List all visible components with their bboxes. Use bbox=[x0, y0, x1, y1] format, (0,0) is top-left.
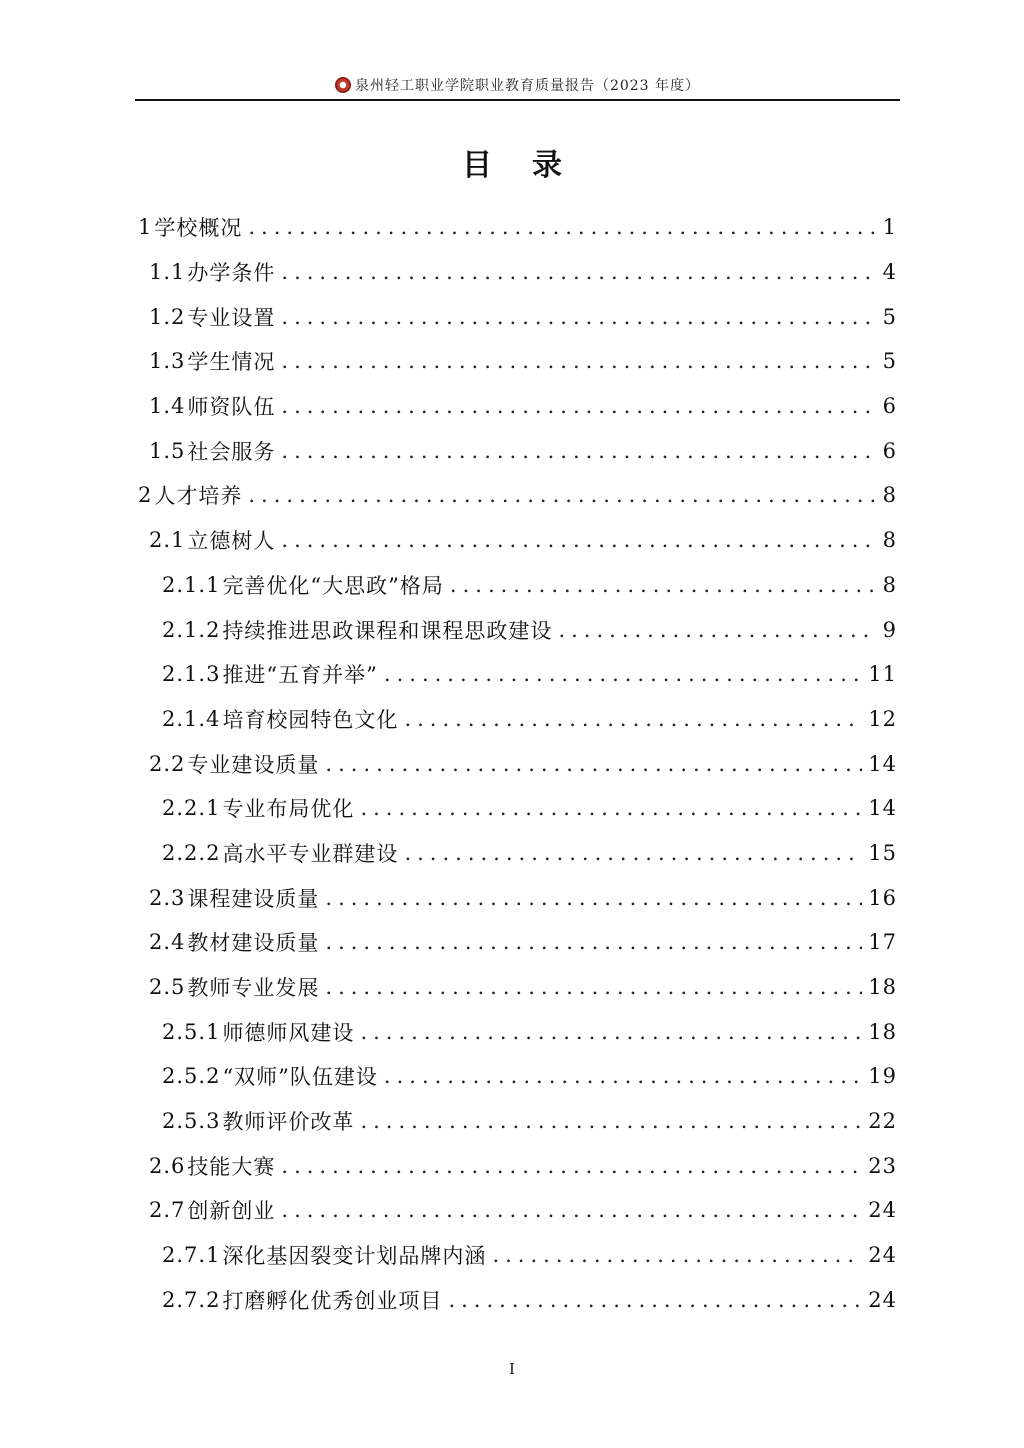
toc-entry-number: 2.2.2 bbox=[162, 840, 221, 865]
dot-leader bbox=[248, 483, 876, 507]
toc-entry-number: 2.6 bbox=[149, 1153, 186, 1178]
toc-entry-page: 23 bbox=[868, 1153, 897, 1178]
toc-entry-page: 6 bbox=[882, 438, 897, 463]
toc-entry-number: 2.7.2 bbox=[162, 1287, 221, 1312]
toc-entry-number: 2.5.1 bbox=[162, 1019, 221, 1044]
dot-leader bbox=[448, 1288, 862, 1312]
toc-entry-page: 8 bbox=[882, 483, 897, 508]
toc-entry-page: 11 bbox=[868, 662, 897, 687]
dot-leader bbox=[248, 215, 876, 239]
toc-entry-page: 14 bbox=[868, 796, 897, 821]
dot-leader bbox=[281, 1154, 862, 1178]
dot-leader bbox=[384, 1064, 862, 1088]
table-of-contents bbox=[135, 205, 897, 1322]
toc-entry[interactable] bbox=[135, 1278, 897, 1323]
toc-entry-number: 1.3 bbox=[149, 349, 186, 374]
toc-entry[interactable] bbox=[135, 920, 897, 965]
toc-entry[interactable] bbox=[135, 1054, 897, 1099]
toc-entry-page: 17 bbox=[868, 930, 897, 955]
dot-leader bbox=[281, 1198, 862, 1222]
toc-entry-page: 24 bbox=[868, 1287, 897, 1312]
toc-entry-page: 8 bbox=[882, 528, 897, 553]
toc-entry-page: 15 bbox=[868, 840, 897, 865]
toc-entry[interactable] bbox=[135, 1143, 897, 1188]
dot-leader bbox=[281, 439, 876, 463]
toc-entry-page: 5 bbox=[882, 304, 897, 329]
toc-entry-title: 师资队伍 bbox=[187, 395, 276, 420]
toc-entry[interactable] bbox=[135, 965, 897, 1010]
toc-entry-title: 社会服务 bbox=[187, 439, 276, 464]
toc-entry-title: 人才培养 bbox=[154, 484, 243, 509]
toc-entry-title: 教师评价改革 bbox=[222, 1110, 355, 1135]
dot-leader bbox=[404, 707, 862, 731]
toc-entry-page: 6 bbox=[882, 394, 897, 419]
toc-entry-page: 1 bbox=[882, 215, 897, 240]
toc-entry[interactable] bbox=[135, 250, 897, 295]
toc-entry-page: 8 bbox=[882, 572, 897, 597]
toc-entry[interactable] bbox=[135, 473, 897, 518]
toc-entry-page: 16 bbox=[868, 885, 897, 910]
dot-leader bbox=[281, 260, 876, 284]
toc-entry-number: 2 bbox=[138, 483, 153, 508]
page-title: 目录 bbox=[462, 148, 602, 183]
toc-entry-title: 创新创业 bbox=[187, 1199, 276, 1224]
toc-entry-number: 2.7 bbox=[149, 1198, 186, 1223]
toc-entry-page: 12 bbox=[868, 706, 897, 731]
toc-entry[interactable] bbox=[135, 607, 897, 652]
toc-entry-title: 推进“五育并举” bbox=[222, 663, 378, 688]
dot-leader bbox=[281, 305, 876, 329]
dot-leader bbox=[492, 1243, 862, 1267]
dot-leader bbox=[404, 841, 862, 865]
toc-entry-title: 打磨孵化优秀创业项目 bbox=[222, 1288, 443, 1313]
dot-leader bbox=[450, 573, 877, 597]
toc-entry-number: 2.2 bbox=[149, 751, 186, 776]
toc-entry-number: 2.1.1 bbox=[162, 572, 221, 597]
toc-entry[interactable] bbox=[135, 786, 897, 831]
toc-entry-title: 课程建设质量 bbox=[187, 886, 320, 911]
toc-entry[interactable] bbox=[135, 563, 897, 608]
toc-entry-number: 2.7.1 bbox=[162, 1243, 221, 1268]
toc-entry-page: 22 bbox=[868, 1109, 897, 1134]
toc-entry-title: 立德树人 bbox=[187, 529, 276, 554]
toc-entry-title: 教材建设质量 bbox=[187, 931, 320, 956]
school-seal-icon bbox=[335, 77, 351, 93]
dot-leader bbox=[325, 752, 862, 776]
toc-entry-number: 1.4 bbox=[149, 394, 186, 419]
toc-entry-page: 19 bbox=[868, 1064, 897, 1089]
toc-entry-title: 师德师风建设 bbox=[222, 1020, 355, 1045]
toc-entry-title: 高水平专业群建设 bbox=[222, 841, 399, 866]
header-title: 泉州轻工职业学院职业教育质量报告（2023 年度） bbox=[354, 78, 701, 94]
toc-entry[interactable] bbox=[135, 652, 897, 697]
toc-entry-number: 2.1.3 bbox=[162, 662, 221, 687]
toc-entry-title: 学生情况 bbox=[187, 350, 276, 375]
toc-entry-title: 深化基因裂变计划品牌内涵 bbox=[222, 1244, 487, 1269]
toc-entry[interactable] bbox=[135, 205, 897, 250]
toc-entry-title: 教师专业发展 bbox=[187, 976, 320, 1001]
toc-entry-number: 2.4 bbox=[149, 930, 186, 955]
dot-leader bbox=[281, 528, 876, 552]
toc-entry-page: 5 bbox=[882, 349, 897, 374]
toc-entry-number: 2.3 bbox=[149, 885, 186, 910]
toc-entry-page: 24 bbox=[868, 1198, 897, 1223]
page-header bbox=[135, 72, 900, 98]
toc-entry-page: 4 bbox=[882, 260, 897, 285]
toc-entry-title: 专业建设质量 bbox=[187, 752, 320, 777]
toc-entry-title: 专业设置 bbox=[187, 305, 276, 330]
toc-entry[interactable] bbox=[135, 1188, 897, 1233]
dot-leader bbox=[281, 394, 876, 418]
toc-entry-title: 办学条件 bbox=[187, 261, 276, 286]
toc-entry-title: 专业布局优化 bbox=[222, 797, 355, 822]
dot-leader bbox=[360, 1020, 862, 1044]
page-number: I bbox=[509, 1360, 515, 1378]
toc-entry[interactable] bbox=[135, 339, 897, 384]
toc-entry-number: 2.1.2 bbox=[162, 617, 221, 642]
dot-leader bbox=[360, 796, 862, 820]
toc-entry[interactable] bbox=[135, 741, 897, 786]
toc-entry-number: 2.5 bbox=[149, 975, 186, 1000]
toc-entry-number: 2.5.2 bbox=[162, 1064, 221, 1089]
toc-entry-number: 2.1.4 bbox=[162, 706, 221, 731]
toc-entry-number: 1.5 bbox=[149, 438, 186, 463]
dot-leader bbox=[281, 349, 876, 373]
toc-entry-page: 24 bbox=[868, 1243, 897, 1268]
toc-entry-page: 18 bbox=[868, 975, 897, 1000]
toc-entry[interactable] bbox=[135, 831, 897, 876]
toc-entry-number: 1.2 bbox=[149, 304, 186, 329]
toc-entry[interactable] bbox=[135, 1009, 897, 1054]
dot-leader bbox=[325, 886, 862, 910]
toc-entry-number: 1 bbox=[138, 215, 153, 240]
toc-entry-title: 学校概况 bbox=[154, 216, 243, 241]
toc-entry[interactable] bbox=[135, 384, 897, 429]
toc-entry-number: 2.5.3 bbox=[162, 1109, 221, 1134]
dot-leader bbox=[325, 930, 862, 954]
toc-entry[interactable] bbox=[135, 697, 897, 742]
header-divider bbox=[135, 99, 900, 101]
dot-leader bbox=[325, 975, 862, 999]
toc-entry-title: 完善优化“大思政”格局 bbox=[222, 573, 444, 598]
toc-entry[interactable] bbox=[135, 294, 897, 339]
dot-leader bbox=[384, 662, 862, 686]
toc-entry[interactable] bbox=[135, 518, 897, 563]
toc-entry[interactable] bbox=[135, 428, 897, 473]
toc-entry-number: 2.1 bbox=[149, 528, 186, 553]
toc-entry-title: “双师”队伍建设 bbox=[222, 1065, 378, 1090]
toc-entry-title: 持续推进思政课程和课程思政建设 bbox=[222, 618, 553, 643]
toc-entry-page: 14 bbox=[868, 751, 897, 776]
toc-entry-title: 技能大赛 bbox=[187, 1154, 276, 1179]
dot-leader bbox=[360, 1109, 862, 1133]
toc-entry-page: 18 bbox=[868, 1019, 897, 1044]
toc-entry-title: 培育校园特色文化 bbox=[222, 707, 399, 732]
toc-entry-page: 9 bbox=[882, 617, 897, 642]
toc-entry-number: 2.2.1 bbox=[162, 796, 221, 821]
dot-leader bbox=[558, 618, 876, 642]
toc-entry-number: 1.1 bbox=[149, 260, 186, 285]
toc-entry[interactable] bbox=[135, 1233, 897, 1278]
toc-entry[interactable] bbox=[135, 1099, 897, 1144]
toc-entry[interactable] bbox=[135, 875, 897, 920]
